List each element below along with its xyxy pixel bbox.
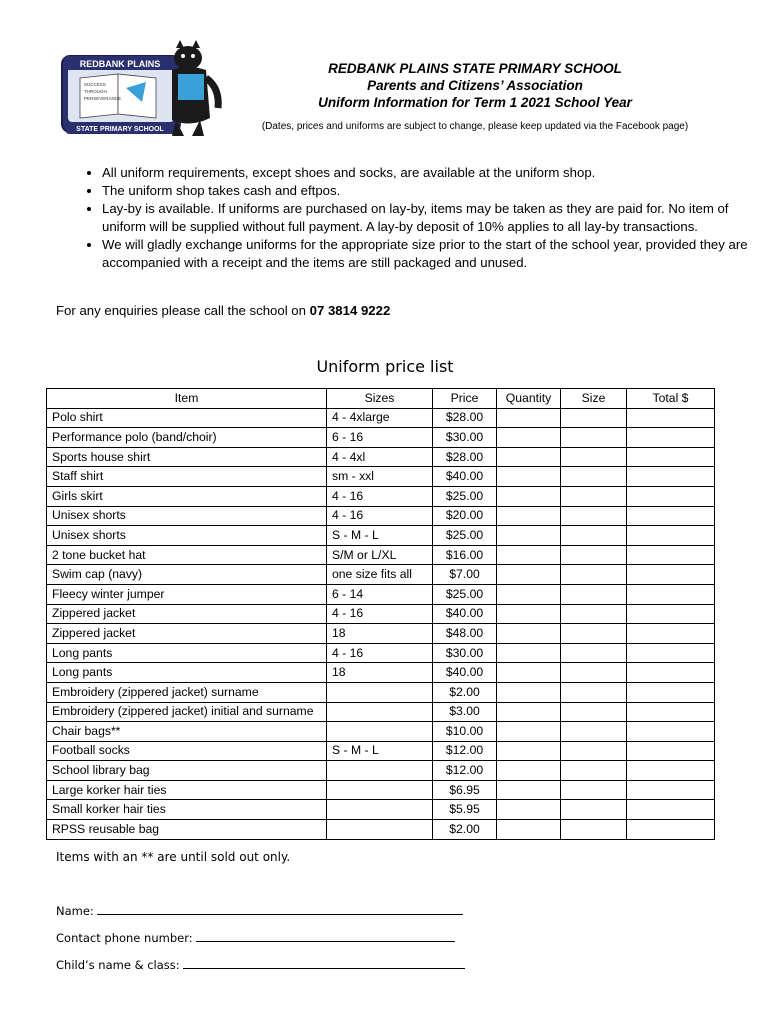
price-table-body [47,408,715,839]
sizes-cell: sm - xxl [327,467,433,487]
price-cell: $3.00 [433,702,497,722]
item-cell: Girls skirt [47,486,327,506]
item-cell: RPSS reusable bag [47,820,327,840]
item-cell: Large korker hair ties [47,780,327,800]
item-cell: Unisex shorts [47,526,327,546]
total-cell[interactable] [627,565,715,585]
table-row [47,624,715,644]
total-cell[interactable] [627,800,715,820]
item-cell: Zippered jacket [47,624,327,644]
size-select-cell[interactable] [561,486,627,506]
name-field-row [56,904,463,918]
sizes-cell: 18 [327,663,433,683]
total-cell[interactable] [627,780,715,800]
price-cell: $28.00 [433,408,497,428]
size-select-cell[interactable] [561,741,627,761]
sizes-cell: 4 - 16 [327,506,433,526]
item-cell: Unisex shorts [47,506,327,526]
size-select-cell[interactable] [561,467,627,487]
table-row [47,565,715,585]
table-row [47,604,715,624]
item-cell: Long pants [47,643,327,663]
quantity-cell[interactable] [497,682,561,702]
item-cell: School library bag [47,761,327,781]
quantity-cell[interactable] [497,584,561,604]
quantity-cell[interactable] [497,604,561,624]
price-cell: $40.00 [433,604,497,624]
info-bullet: • The uniform shop takes cash and eftpos. [102,182,752,200]
quantity-cell[interactable] [497,447,561,467]
table-row [47,408,715,428]
item-cell: Embroidery (zippered jacket) initial and surname [47,702,327,722]
info-bullet-list [78,164,752,272]
price-cell: $5.95 [433,800,497,820]
sizes-cell: 4 - 16 [327,486,433,506]
table-row [47,428,715,448]
price-cell: $12.00 [433,761,497,781]
price-cell: $2.00 [433,682,497,702]
quantity-cell[interactable] [497,526,561,546]
total-cell[interactable] [627,624,715,644]
total-cell[interactable] [627,761,715,781]
price-list-title: Uniform price list [316,357,454,376]
header-total: Total $ [627,389,715,409]
table-row [47,800,715,820]
sizes-cell [327,682,433,702]
header-price: Price [433,389,497,409]
total-cell[interactable] [627,545,715,565]
table-row [47,820,715,840]
table-row [47,584,715,604]
table-row [47,663,715,683]
enquiry-text: For any enquiries please call the school on [56,303,310,318]
quantity-cell[interactable] [497,663,561,683]
item-cell: Fleecy winter jumper [47,584,327,604]
price-table [46,388,715,840]
document-header [240,60,710,133]
header-quantity: Quantity [497,389,561,409]
total-cell[interactable] [627,467,715,487]
logo-book-line: SUCCESS [84,82,106,87]
name-field[interactable] [97,904,463,915]
sizes-cell: 4 - 4xl [327,447,433,467]
size-select-cell[interactable] [561,761,627,781]
header-size: Size [561,389,627,409]
table-row [47,526,715,546]
table-row [47,780,715,800]
size-select-cell[interactable] [561,624,627,644]
sizes-cell: S/M or L/XL [327,545,433,565]
quantity-cell[interactable] [497,722,561,742]
table-row [47,545,715,565]
disclaimer-note: (Dates, prices and uniforms are subject to change, please keep updated via the Facebook page) [261,121,689,132]
sizes-cell: 4 - 4xlarge [327,408,433,428]
total-cell[interactable] [627,604,715,624]
item-cell: Sports house shirt [47,447,327,467]
quantity-cell[interactable] [497,820,561,840]
quantity-cell[interactable] [497,506,561,526]
school-name: REDBANK PLAINS STATE PRIMARY SCHOOL [328,61,622,76]
header-sizes: Sizes [327,389,433,409]
quantity-cell[interactable] [497,800,561,820]
item-cell: Long pants [47,663,327,683]
sizes-cell: 4 - 16 [327,643,433,663]
price-cell: $6.95 [433,780,497,800]
sizes-cell: 18 [327,624,433,644]
table-row [47,486,715,506]
quantity-cell[interactable] [497,408,561,428]
table-row [47,761,715,781]
total-cell[interactable] [627,663,715,683]
quantity-cell[interactable] [497,545,561,565]
school-phone: 07 3814 9222 [309,303,391,318]
size-select-cell[interactable] [561,584,627,604]
total-cell[interactable] [627,702,715,722]
size-select-cell[interactable] [561,545,627,565]
logo-bottom-text: STATE PRIMARY SCHOOL [76,126,164,133]
table-row [47,682,715,702]
price-cell: $25.00 [433,584,497,604]
total-cell[interactable] [627,741,715,761]
size-select-cell[interactable] [561,506,627,526]
table-row [47,467,715,487]
size-select-cell[interactable] [561,702,627,722]
price-cell: $28.00 [433,447,497,467]
sizes-cell: S - M - L [327,526,433,546]
logo-book-line: THROUGH [84,89,107,94]
size-select-cell[interactable] [561,780,627,800]
quantity-cell[interactable] [497,761,561,781]
total-cell[interactable] [627,643,715,663]
table-row [47,643,715,663]
item-cell: Small korker hair ties [47,800,327,820]
size-select-cell[interactable] [561,682,627,702]
total-cell[interactable] [627,584,715,604]
price-cell: $7.00 [433,565,497,585]
sizes-cell: 4 - 16 [327,604,433,624]
size-select-cell[interactable] [561,604,627,624]
info-bullet: • Lay-by is available. If uniforms are purchased on lay-by, items may be taken as they are paid for. No item of uniform will be supplied without full payment. A lay-by deposit of 10% applies to all lay-by transactions. [102,200,752,236]
item-cell: Chair bags** [47,722,327,742]
table-header-row [47,389,715,409]
item-cell: Embroidery (zippered jacket) surname [47,682,327,702]
size-select-cell[interactable] [561,663,627,683]
item-cell: Football socks [47,741,327,761]
price-cell: $25.00 [433,526,497,546]
item-cell: Zippered jacket [47,604,327,624]
table-row [47,741,715,761]
total-cell[interactable] [627,722,715,742]
quantity-cell[interactable] [497,565,561,585]
document-subtitle: Uniform Information for Term 1 2021 School Year [318,95,632,110]
price-cell: $48.00 [433,624,497,644]
sizes-cell [327,820,433,840]
price-cell: $12.00 [433,741,497,761]
logo-book-line: PERSEVERANCE [84,96,122,101]
table-row [47,722,715,742]
table-row [47,447,715,467]
child-field-row [56,958,465,972]
item-cell: Polo shirt [47,408,327,428]
price-cell: $20.00 [433,506,497,526]
sizes-cell: one size fits all [327,565,433,585]
size-select-cell[interactable] [561,428,627,448]
sizes-cell: S - M - L [327,741,433,761]
price-cell: $16.00 [433,545,497,565]
phone-field[interactable] [196,931,455,942]
quantity-cell[interactable] [497,486,561,506]
size-select-cell[interactable] [561,820,627,840]
price-cell: $25.00 [433,486,497,506]
logo-top-text: REDBANK PLAINS [79,59,161,69]
item-cell: Performance polo (band/choir) [47,428,327,448]
quantity-cell[interactable] [497,780,561,800]
size-select-cell[interactable] [561,408,627,428]
total-cell[interactable] [627,526,715,546]
quantity-cell[interactable] [497,467,561,487]
info-bullet: • We will gladly exchange uniforms for the appropriate size prior to the start of the school year, provided they are accompanied with a receipt and the items are still packaged and unused. [102,236,752,272]
price-cell: $10.00 [433,722,497,742]
table-footnote: Items with an ** are until sold out only. [56,850,291,864]
price-cell: $30.00 [433,643,497,663]
header-item: Item [47,389,327,409]
table-row [47,506,715,526]
quantity-cell[interactable] [497,428,561,448]
info-bullet: • All uniform requirements, except shoes and socks, are available at the uniform shop. [102,164,752,182]
price-cell: $40.00 [433,663,497,683]
table-row [47,702,715,722]
sizes-cell [327,780,433,800]
sizes-cell [327,761,433,781]
size-select-cell[interactable] [561,447,627,467]
quantity-cell[interactable] [497,741,561,761]
child-field[interactable] [183,958,465,969]
quantity-cell[interactable] [497,702,561,722]
total-cell[interactable] [627,486,715,506]
school-logo [60,38,225,138]
name-label: Name: [56,904,94,918]
size-select-cell[interactable] [561,643,627,663]
total-cell[interactable] [627,820,715,840]
quantity-cell[interactable] [497,624,561,644]
total-cell[interactable] [627,506,715,526]
quantity-cell[interactable] [497,643,561,663]
price-cell: $2.00 [433,820,497,840]
size-select-cell[interactable] [561,800,627,820]
phone-label: Contact phone number: [56,931,193,945]
sizes-cell [327,702,433,722]
size-select-cell[interactable] [561,722,627,742]
size-select-cell[interactable] [561,526,627,546]
association-name: Parents and Citizens’ Association [367,78,583,93]
item-cell: Swim cap (navy) [47,565,327,585]
price-cell: $30.00 [433,428,497,448]
size-select-cell[interactable] [561,565,627,585]
total-cell[interactable] [627,408,715,428]
sizes-cell [327,800,433,820]
sizes-cell [327,722,433,742]
item-cell: Staff shirt [47,467,327,487]
item-cell: 2 tone bucket hat [47,545,327,565]
total-cell[interactable] [627,428,715,448]
total-cell[interactable] [627,447,715,467]
child-label: Child’s name & class: [56,958,180,972]
sizes-cell: 6 - 16 [327,428,433,448]
sizes-cell: 6 - 14 [327,584,433,604]
price-cell: $40.00 [433,467,497,487]
total-cell[interactable] [627,682,715,702]
enquiry-line [56,303,390,318]
phone-field-row [56,931,455,945]
